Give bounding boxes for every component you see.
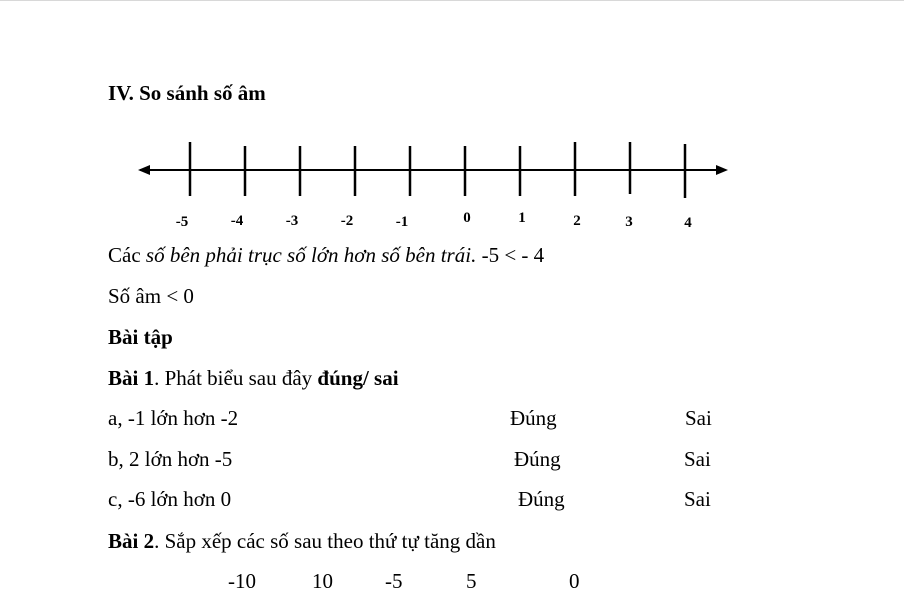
statement-c: c, -6 lớn hơn 0 bbox=[108, 487, 232, 511]
number-line-tick-label: -5 bbox=[175, 214, 189, 230]
false-option-a[interactable]: Sai bbox=[685, 406, 712, 430]
axis-right-arrow-icon bbox=[716, 165, 728, 175]
statement-b: b, 2 lớn hơn -5 bbox=[108, 447, 233, 471]
exercise-2-label: Bài 2 bbox=[108, 529, 155, 553]
number-line-tick-label: 4 bbox=[684, 215, 692, 231]
exercise-1-instruction bbox=[108, 366, 399, 390]
number-line bbox=[130, 136, 740, 236]
exercises-title: Bài tập bbox=[108, 325, 173, 349]
comparison-rule-italic: số bên phải trục số lớn hơn số bên trái. bbox=[145, 243, 477, 267]
number-line-tick-label: -2 bbox=[340, 213, 354, 229]
true-option-c[interactable]: Đúng bbox=[518, 487, 565, 511]
sort-number: 5 bbox=[466, 569, 477, 593]
false-option-c[interactable]: Sai bbox=[684, 487, 711, 511]
page-top-border bbox=[0, 0, 904, 1]
true-option-b[interactable]: Đúng bbox=[514, 447, 561, 471]
axis-left-arrow-icon bbox=[138, 165, 150, 175]
number-line-tick-label: 2 bbox=[573, 213, 581, 229]
number-line-tick-label: 1 bbox=[518, 210, 526, 226]
exercise-1-text: . Phát biểu sau đây bbox=[154, 366, 318, 390]
exercise-1-bold-text: đúng/ sai bbox=[317, 366, 399, 390]
exercise-2-text: . Sắp xếp các số sau theo thứ tự tăng dần bbox=[154, 529, 496, 553]
comparison-rule bbox=[108, 243, 544, 267]
number-line-tick-label: 0 bbox=[463, 210, 471, 226]
comparison-rule-prefix: Các bbox=[108, 243, 146, 267]
section-title: IV. So sánh số âm bbox=[108, 81, 266, 105]
exercise-1-label: Bài 1 bbox=[108, 366, 155, 390]
comparison-rule-example: -5 < - 4 bbox=[476, 243, 545, 267]
false-option-b[interactable]: Sai bbox=[684, 447, 711, 471]
number-line-tick-label: -3 bbox=[285, 213, 299, 229]
sort-number: 10 bbox=[312, 569, 333, 593]
sort-number: 0 bbox=[569, 569, 580, 593]
sort-number: -5 bbox=[385, 569, 403, 593]
number-line-tick-label: -1 bbox=[395, 214, 409, 230]
sort-number: -10 bbox=[228, 569, 256, 593]
negative-number-rule: Số âm < 0 bbox=[108, 284, 194, 308]
number-line-tick-label: -4 bbox=[230, 213, 244, 229]
number-line-tick-label: 3 bbox=[625, 214, 633, 230]
statement-a: a, -1 lớn hơn -2 bbox=[108, 406, 239, 430]
true-option-a[interactable]: Đúng bbox=[510, 406, 557, 430]
exercise-2-instruction bbox=[108, 529, 496, 553]
